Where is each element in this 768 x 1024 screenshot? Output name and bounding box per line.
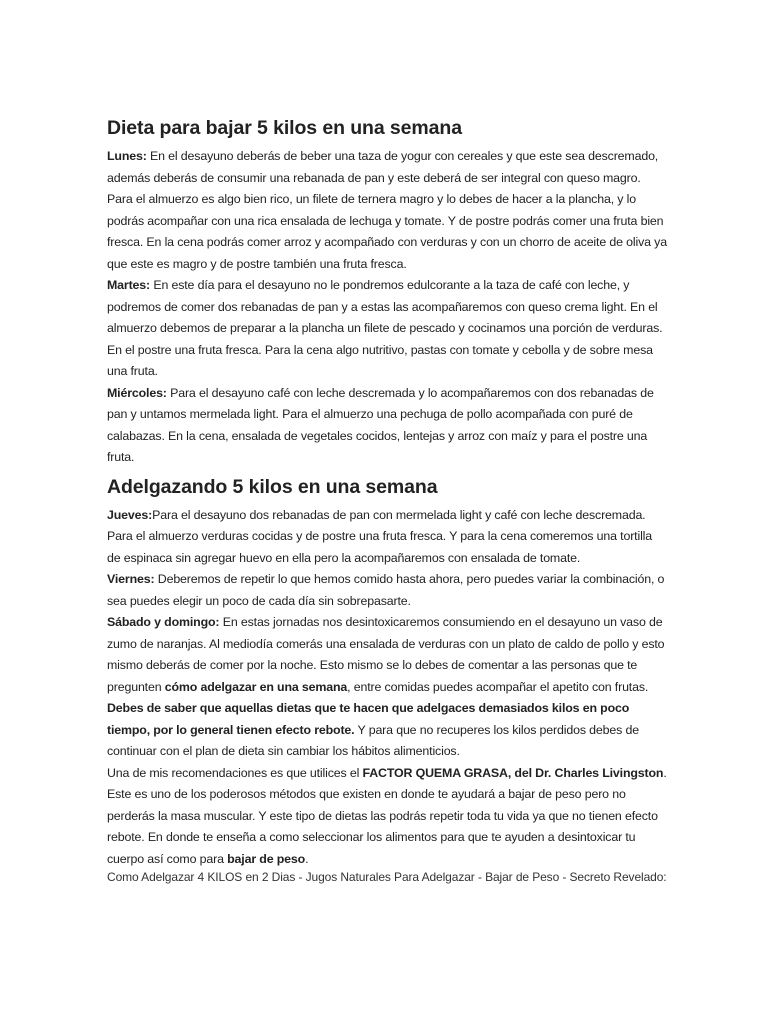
recommendation-end: . — [305, 851, 309, 866]
day-text: Para el desayuno café con leche descremada y lo acompañaremos con dos rebanadas de pan y untamos mermelada light. Para el almuerzo una pechuga de pollo acompañada con puré de calabazas. En la cena, ensalada de vegetales cocidos, lentejas y arroz con maíz y para el postre una fruta. — [107, 385, 654, 464]
product-name: FACTOR QUEMA GRASA, del Dr. Charles Livingston — [362, 765, 664, 780]
day-text: En el desayuno deberás de beber una taza de yogur con cereales y que este sea descremado, además deberás de consumir una rebanada de pan y este deberá de ser integral con queso magro. Para el almuerzo es algo bien rico, un filete de ternera magro y lo debes de hacer a la plancha, y lo podrás acompañar con una rica ensalada de lechuga y tomate. Y de postre podrás comer una fruta bien fresca. En la cena podrás comer arroz y acompañado con verduras y con un chorro de aceite de oliva ya que este es magro y de postre también una fruta fresca. — [107, 149, 667, 271]
day-label: Miércoles: — [107, 385, 167, 400]
day-text: Para el desayuno dos rebanadas de pan con mermelada light y café con leche descremada. Para el almuerzo verduras cocidas y de postre una fruta fresca. Y para la cena comeremos una tortilla de espinaca sin agregar huevo en ella pero la acompañaremos con ensalada de tomate. — [107, 507, 653, 565]
day-label: Viernes: — [107, 572, 155, 586]
warning-bold: Debes de saber que aquellas dietas que te hacen que adelgaces demasiados kilos en poco tiempo, por lo general tienen efecto rebote. — [107, 701, 630, 737]
recommendation-intro: Una de mis recomendaciones es que utilices el — [107, 765, 363, 780]
section-heading-2: Adelgazando 5 kilos en una semana — [107, 475, 438, 498]
day-text: En estas jornadas nos desintoxicaremos consumiendo en el desayuno un vaso de zumo de naranjas. Al mediodía comerás una ensalada de verduras con un plato de caldo de pollo y esto mismo deberás de comer por la noche. Esto mismo se lo debes de comentar a las personas que te pregunten — [107, 615, 665, 694]
day-label: Martes: — [107, 278, 151, 292]
bold-keyword: bajar de peso — [227, 851, 306, 866]
day-label: Jueves: — [107, 507, 153, 522]
article-body — [107, 114, 667, 884]
bold-keyword: cómo adelgazar en una semana — [164, 679, 348, 694]
day-text: Deberemos de repetir lo que hemos comido hasta ahora, pero puedes variar la combinación, o sea puedes elegir un poco de cada día sin sobrepasarte. — [107, 572, 665, 608]
section-heading-1: Dieta para bajar 5 kilos en una semana — [107, 117, 462, 139]
day-paragraph-viernes — [107, 569, 667, 612]
recommendation-body: . Este es uno de los poderosos métodos que existen en donde te ayudará a bajar de peso pero no perderás la masa muscular. Y este tipo de dietas las podrás repetir toda tu vida ya que no tienen efecto rebote. En donde te enseña a como seleccionar los alimentos para que te ayuden a desintoxicar tu cuerpo así como para — [107, 765, 667, 866]
recommendation-paragraph — [107, 763, 667, 871]
video-caption: Como Adelgazar 4 KILOS en 2 Dias - Jugos Naturales Para Adelgazar - Bajar de Peso - Secreto Revelado: — [107, 870, 667, 884]
day-label: Sábado y domingo: — [107, 615, 220, 629]
day-paragraph-weekend — [107, 612, 667, 698]
day-text: En este día para el desayuno no le pondremos edulcorante a la taza de café con leche, y podremos de comer dos rebanadas de pan y a estas las acompañaremos con queso crema light. En el almuerzo debemos de preparar a la plancha un filete de pescado y cocinamos una porción de verduras. En el postre una fruta fresca. Para la cena algo nutritivo, pastas con tomate y cebolla y de sobre mesa una fruta. — [107, 278, 663, 378]
day-paragraph-martes — [107, 275, 667, 383]
day-label: Lunes: — [107, 149, 147, 163]
day-paragraph-lunes — [107, 146, 667, 275]
warning-text: Y para que no recuperes los kilos perdidos debes de continuar con el plan de dieta sin cambiar los hábitos alimenticios. — [107, 722, 639, 758]
warning-paragraph — [107, 698, 667, 763]
day-text-end: , entre comidas puedes acompañar el apetito con frutas. — [347, 679, 649, 694]
day-paragraph-jueves — [107, 505, 667, 570]
day-paragraph-miercoles — [107, 383, 667, 469]
